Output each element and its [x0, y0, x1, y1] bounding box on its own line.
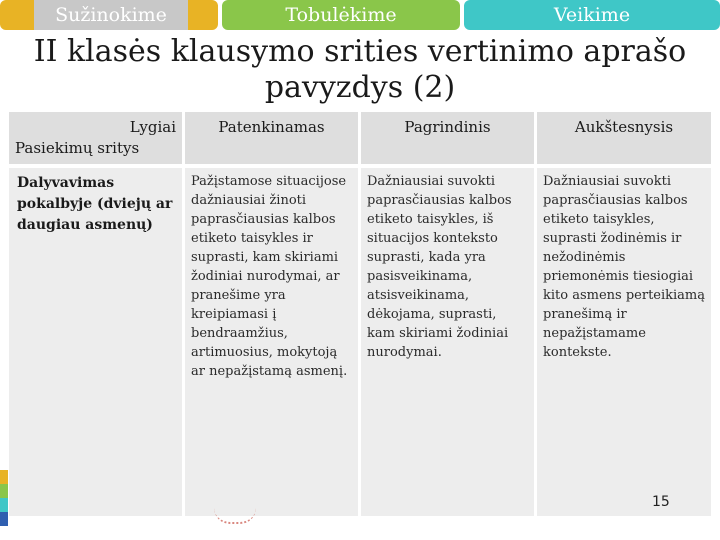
cell-pagrindinis: Dažniausiai suvokti paprasčiausias kalbos etiketo taisykles, iš situacijos konteksto suprasti, kada yra pasisveikinama, atsisveikinama, dėkojama, suprasti, kam skiriami žodiniai nurodymai.	[361, 168, 534, 516]
side-color-strip	[0, 470, 8, 526]
assessment-table	[9, 112, 711, 516]
tab-suzinokime[interactable]	[0, 0, 218, 30]
column-divider	[182, 112, 185, 516]
cell-patenkinamas: Pažįstamose situacijose dažniausiai žinoti paprasčiausias kalbos etiketo taisykles ir suprasti, kam skiriami žodiniai nurodymai, ar pranešime yra kreipiamasi į bendraamžius, artimuosius, mokytoją ar nepažįstamą asmenį.	[185, 168, 358, 516]
header-aukstesnysis: Aukštesnysis	[537, 112, 711, 164]
row-label: Dalyvavimas pokalbyje (dviejų ar daugiau asmenų)	[9, 168, 182, 516]
page-number: 15	[652, 494, 670, 510]
header-levels-areas	[9, 112, 182, 164]
header-levels: Lygiai	[129, 118, 176, 136]
column-divider	[534, 112, 537, 516]
tab-suzinokime-label: Sužinokime	[34, 0, 188, 30]
tab-tobulekime[interactable]: Tobulėkime	[222, 0, 460, 30]
slide-title: II klasės klausymo srities vertinimo aprašo pavyzdys (2)	[33, 34, 687, 105]
column-divider	[358, 112, 361, 516]
logo-arc-icon	[214, 508, 256, 524]
header-patenkinamas: Patenkinamas	[185, 112, 358, 164]
tab-veikime[interactable]: Veikime	[464, 0, 720, 30]
header-pagrindinis: Pagrindinis	[361, 112, 534, 164]
header-areas: Pasiekimų sritys	[15, 139, 140, 157]
top-nav-tabs	[0, 0, 720, 30]
cell-aukstesnysis: Dažniausiai suvokti paprasčiausias kalbos etiketo taisykles, suprasti žodinėmis ir nežodinėmis priemonėmis tiesiogiai kito asmens perteikiamą pranešimą ir nepažįstamame kontekste.	[537, 168, 711, 516]
